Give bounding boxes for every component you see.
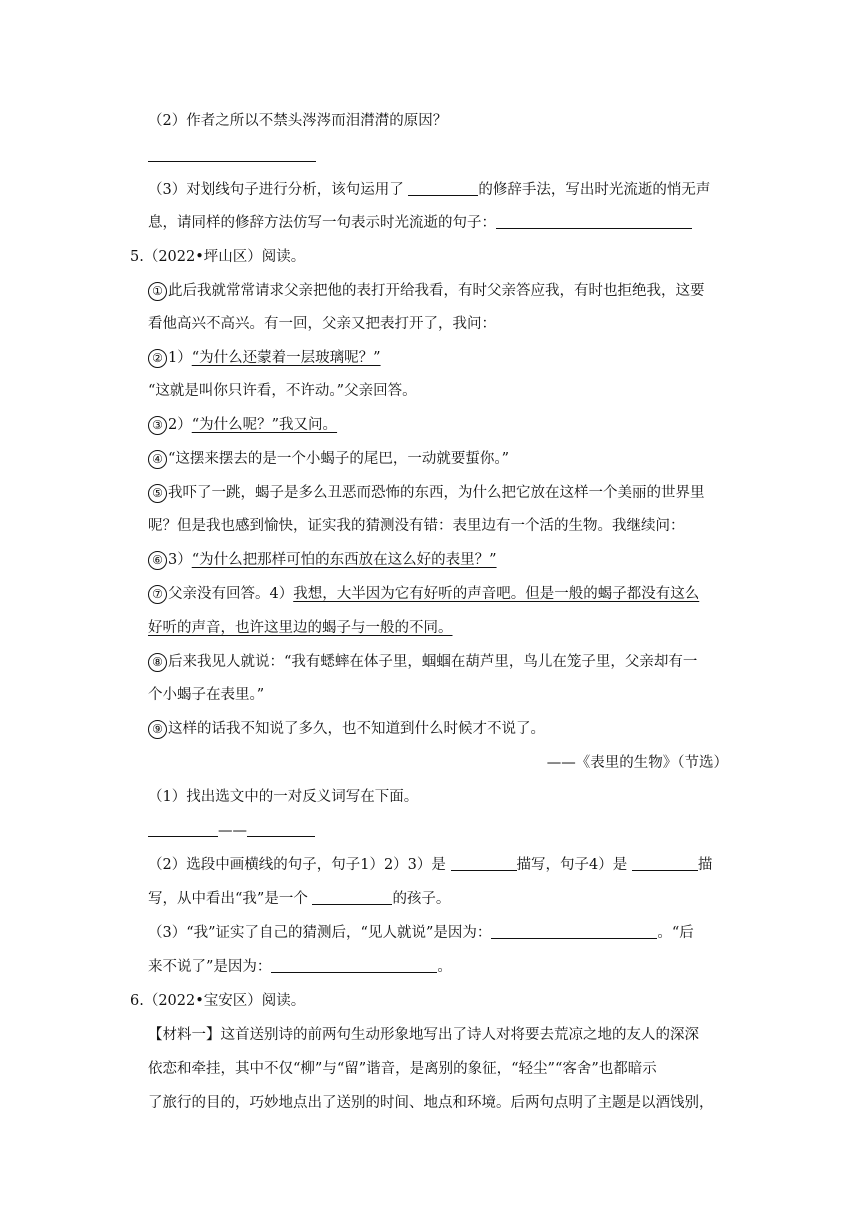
marker-7: ⑦ xyxy=(148,585,167,604)
marker-8: ⑧ xyxy=(148,653,167,672)
q5-paragraph-4: ④ “这摆来摆去的是一个小蝎子的尾巴，一动就要蜇你。” xyxy=(148,449,509,469)
q5-paragraph-2: ② 1）“为什么还蒙着一层玻璃呢？” xyxy=(148,348,381,368)
q4-sub3-line1: （3）对划线句子进行分析，该句运用了 的修辞手法，写出时光流逝的悄无声 xyxy=(148,182,711,198)
q5-header: 5.（2022•坪山区）阅读。 xyxy=(130,249,306,265)
q5-paragraph-1: ① 此后我就常常请求父亲把他的表打开给我看，有时父亲答应我，有时也拒绝我，这要 xyxy=(148,281,705,301)
q5-sub2-line2: 写，从中看出“我”是一个 的孩子。 xyxy=(148,891,451,907)
marker-1: ① xyxy=(148,282,167,301)
answer-blank[interactable] xyxy=(451,856,517,871)
q5-sub3-line2: 来不说了”是因为： 。 xyxy=(148,959,452,975)
marker-3: ③ xyxy=(148,416,167,435)
marker-2: ② xyxy=(148,349,167,368)
q5-paragraph-9: ⑨ 这样的话我不知说了多久，也不知道到什么时候才不说了。 xyxy=(148,719,545,739)
q4-sub3-line2: 息，请同样的修辞方法仿写一句表示时光流逝的句子： xyxy=(148,213,692,233)
answer-blank[interactable] xyxy=(632,856,698,871)
answer-blank[interactable] xyxy=(312,890,392,905)
q5-paragraph-7-cont: 好听的声音，也许这里边的蝎子与一般的不同。 xyxy=(148,620,453,636)
answer-blank[interactable] xyxy=(271,958,437,973)
q6-material-1: 【材料一】这首送别诗的前两句生动形象地写出了诗人对将要去荒凉之地的友人的深深 xyxy=(148,1027,699,1043)
marker-5: ⑤ xyxy=(148,484,167,503)
q6-material-1-cont: 依恋和牵挂，其中不仅“柳”与“留”谐音，是离别的象征，“轻尘”“客舍”也都暗示 xyxy=(148,1061,657,1077)
q5-sub1: （1）找出选文中的一对反义词写在下面。 xyxy=(148,789,419,805)
q5-paragraph-6: ⑥ 3）“为什么把那样可怕的东西放在这么好的表里？” xyxy=(148,550,497,570)
q5-source: ——《表里的生物》（节选） xyxy=(546,755,728,771)
q5-sub1-answer: —— xyxy=(148,821,315,841)
q5-paragraph-2-reply: “这就是叫你只许看，不许动。”父亲回答。 xyxy=(148,383,417,399)
answer-blank[interactable] xyxy=(491,924,657,939)
q5-paragraph-3: ③ 2）“为什么呢？”我又问。 xyxy=(148,415,337,435)
answer-blank[interactable] xyxy=(408,181,478,196)
q5-paragraph-8: ⑧ 后来我见人就说：“我有蟋蟀在体子里，蝈蝈在葫芦里，鸟儿在笼子里，父亲却有一 xyxy=(148,652,697,672)
answer-blank[interactable] xyxy=(496,214,692,229)
q6-header: 6.（2022•宝安区）阅读。 xyxy=(130,993,306,1009)
q5-paragraph-1-cont: 看他高兴不高兴。有一回，父亲又把表打开了，我问： xyxy=(148,316,496,332)
q4-sub2-answer-line[interactable] xyxy=(148,146,316,166)
q5-sub3-line1: （3）“我”证实了自己的猜测后，“见人就说”是因为： 。“后 xyxy=(148,925,694,941)
q5-paragraph-8-cont: 个小蝎子在表里。” xyxy=(148,687,265,703)
answer-blank[interactable] xyxy=(247,822,315,837)
q5-paragraph-5: ⑤ 我吓了一跳，蝎子是多么丑恶而恐怖的东西，为什么把它放在这样一个美丽的世界里 xyxy=(148,483,705,503)
marker-6: ⑥ xyxy=(148,551,167,570)
q5-sub2-line1: （2）选段中画横线的句子，句子1）2）3）是 描写，句子4）是 描 xyxy=(148,857,713,873)
marker-4: ④ xyxy=(148,450,167,469)
q5-paragraph-5-cont: 呢？但是我也感到愉快，证实我的猜测没有错：表里边有一个活的生物。我继续问： xyxy=(148,518,685,534)
q4-sub2: （2）作者之所以不禁头涔涔而泪潸潸的原因？ xyxy=(148,113,448,129)
answer-blank[interactable] xyxy=(148,822,218,837)
q5-paragraph-7: ⑦ 父亲没有回答。4）我想，大半因为它有好听的声音吧。但是一般的蝎子都没有这么 xyxy=(148,584,699,604)
marker-9: ⑨ xyxy=(148,720,167,739)
q6-material-1-cont2: 了旅行的目的，巧妙地点出了送别的时间、地点和环境。后两句点明了主题是以酒饯别， xyxy=(148,1095,714,1111)
